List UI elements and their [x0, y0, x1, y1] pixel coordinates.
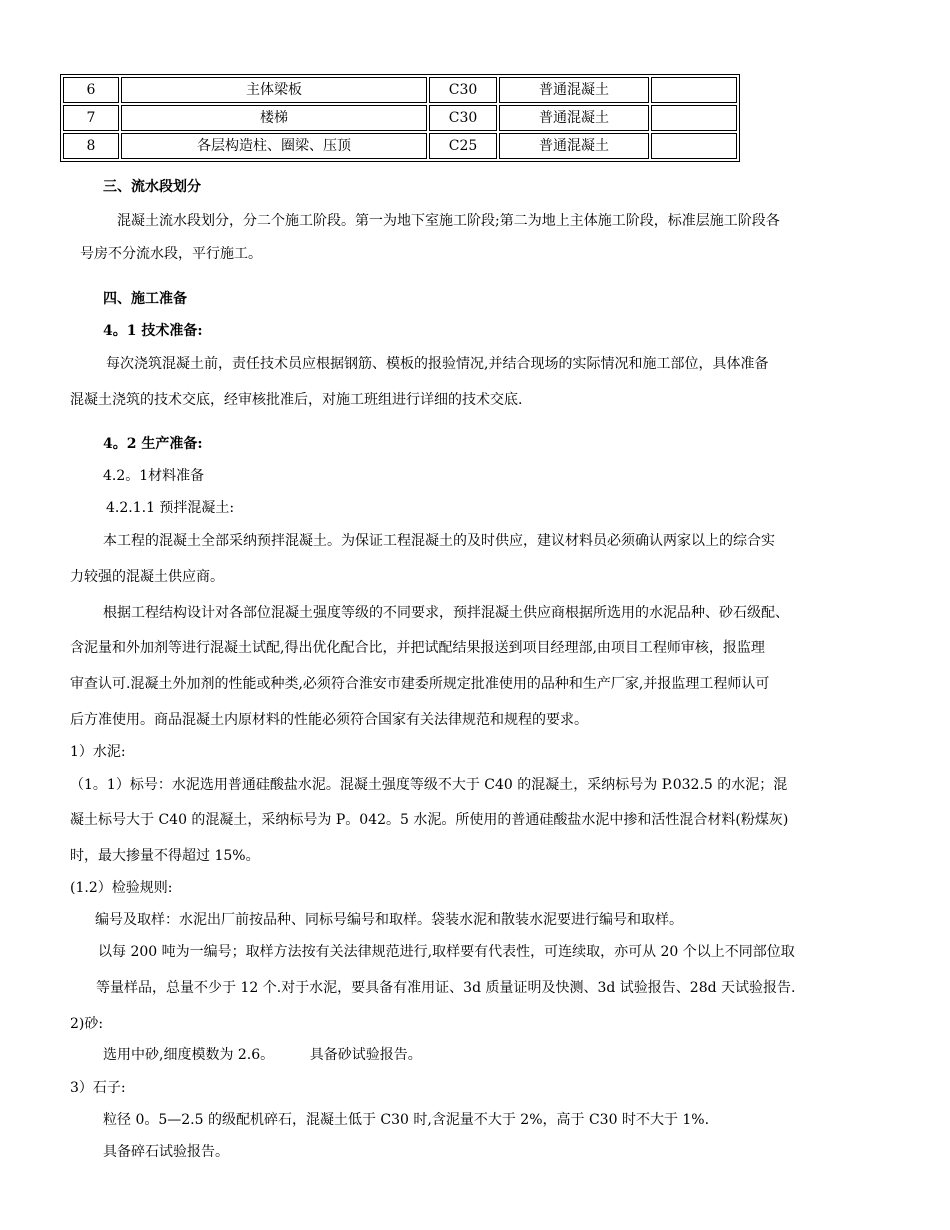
table-cell: 普通混凝土: [499, 133, 649, 159]
list-heading: (1.2）检验规则:: [70, 880, 173, 896]
paragraph-line: 后方准使用。商品混凝土内原材料的性能必须符合国家有关法律规范和规程的要求。: [70, 712, 588, 728]
paragraph-line: 编号及取样：水泥出厂前按品种、同标号编号和取样。袋装水泥和散装水泥要进行编号和取样。: [95, 912, 683, 928]
subsection-heading: 4.2。1材料准备: [103, 468, 205, 484]
paragraph-line: 粒径 0。5—2.5 的级配机碎石，混凝土低于 C30 时,含泥量不大于 2%，高于 C30 时不大于 1%.: [103, 1112, 710, 1128]
table-cell: 楼梯: [121, 105, 427, 131]
list-heading: 2)砂:: [70, 1016, 104, 1032]
table-cell: 普通混凝土: [499, 77, 649, 103]
table-row: [63, 133, 737, 159]
table-cell: C30: [429, 105, 497, 131]
paragraph-line: 号房不分流水段，平行施工。: [80, 246, 262, 262]
paragraph-line: 每次浇筑混凝土前，责任技术员应根据钢筋、模板的报验情况,并结合现场的实际情况和施工部位，具体准备: [106, 356, 769, 372]
table-cell: 8: [63, 133, 119, 159]
list-heading: 1）水泥:: [70, 744, 126, 760]
section-heading: 四、施工准备: [103, 291, 187, 307]
table-row: [63, 105, 737, 131]
table-cell: 6: [63, 77, 119, 103]
paragraph-line: 具备碎石试验报告。: [103, 1144, 229, 1160]
table-cell: C30: [429, 77, 497, 103]
table-cell: [651, 133, 737, 159]
subsection-heading: 4.2.1.1 预拌混凝土:: [106, 500, 235, 516]
table-cell: 7: [63, 105, 119, 131]
paragraph-line: 混凝土浇筑的技术交底，经审核批准后，对施工班组进行详细的技术交底.: [70, 392, 523, 408]
table-cell: 主体梁板: [121, 77, 427, 103]
table-cell: 普通混凝土: [499, 105, 649, 131]
subsection-heading: 4。1 技术准备:: [103, 323, 203, 339]
paragraph-line: 含泥量和外加剂等进行混凝土试配,得出优化配合比，并把试配结果报送到项目经理部,由项目工程师审核，报监理: [70, 640, 765, 656]
paragraph-line: 本工程的混凝土全部采纳预拌混凝土。为保证工程混凝土的及时供应，建议材料员必须确认两家以上的综合实: [103, 533, 775, 549]
paragraph-line: 力较强的混凝土供应商。: [70, 569, 224, 585]
paragraph-line: 混凝土流水段划分，分二个施工阶段。第一为地下室施工阶段;第二为地上主体施工阶段，标准层施工阶段各: [117, 213, 780, 229]
section-heading: 三、流水段划分: [103, 179, 201, 195]
table-cell: 各层构造柱、圈梁、压顶: [121, 133, 427, 159]
table-row: [63, 77, 737, 103]
paragraph-line: （1。1）标号：水泥选用普通硅酸盐水泥。混凝土强度等级不大于 C40 的混凝土，采纳标号为 P.032.5 的水泥；混: [70, 777, 788, 793]
subsection-heading: 4。2 生产准备:: [103, 436, 203, 452]
table-cell: [651, 105, 737, 131]
paragraph-line: 等量样品，总量不少于 12 个.对于水泥，要具备有准用证、3d 质量证明及快测、3d 试验报告、28d 天试验报告.: [96, 980, 796, 996]
paragraph-line: 时，最大掺量不得超过 15%。: [70, 848, 260, 864]
paragraph-line: 根据工程结构设计对各部位混凝土强度等级的不同要求，预拌混凝土供应商根据所选用的水泥品种、砂石级配、: [103, 605, 789, 621]
paragraph-line: 凝土标号大于 C40 的混凝土，采纳标号为 P。042。5 水泥。所使用的普通硅酸盐水泥中掺和活性混合材料(粉煤灰): [70, 812, 789, 828]
table-cell: [651, 77, 737, 103]
table-cell: C25: [429, 133, 497, 159]
list-heading: 3）石子:: [70, 1080, 126, 1096]
paragraph-line: 选用中砂,细度模数为 2.6。 具备砂试验报告。: [103, 1047, 422, 1063]
paragraph-line: 审查认可.混凝土外加剂的性能或种类,必须符合淮安市建委所规定批准使用的品种和生产厂家,并报监理工程师认可: [70, 676, 770, 692]
paragraph-line: 以每 200 吨为一编号；取样方法按有关法律规范进行,取样要有代表性，可连续取，亦可从 20 个以上不同部位取: [98, 944, 795, 960]
concrete-grade-table: [60, 74, 740, 162]
